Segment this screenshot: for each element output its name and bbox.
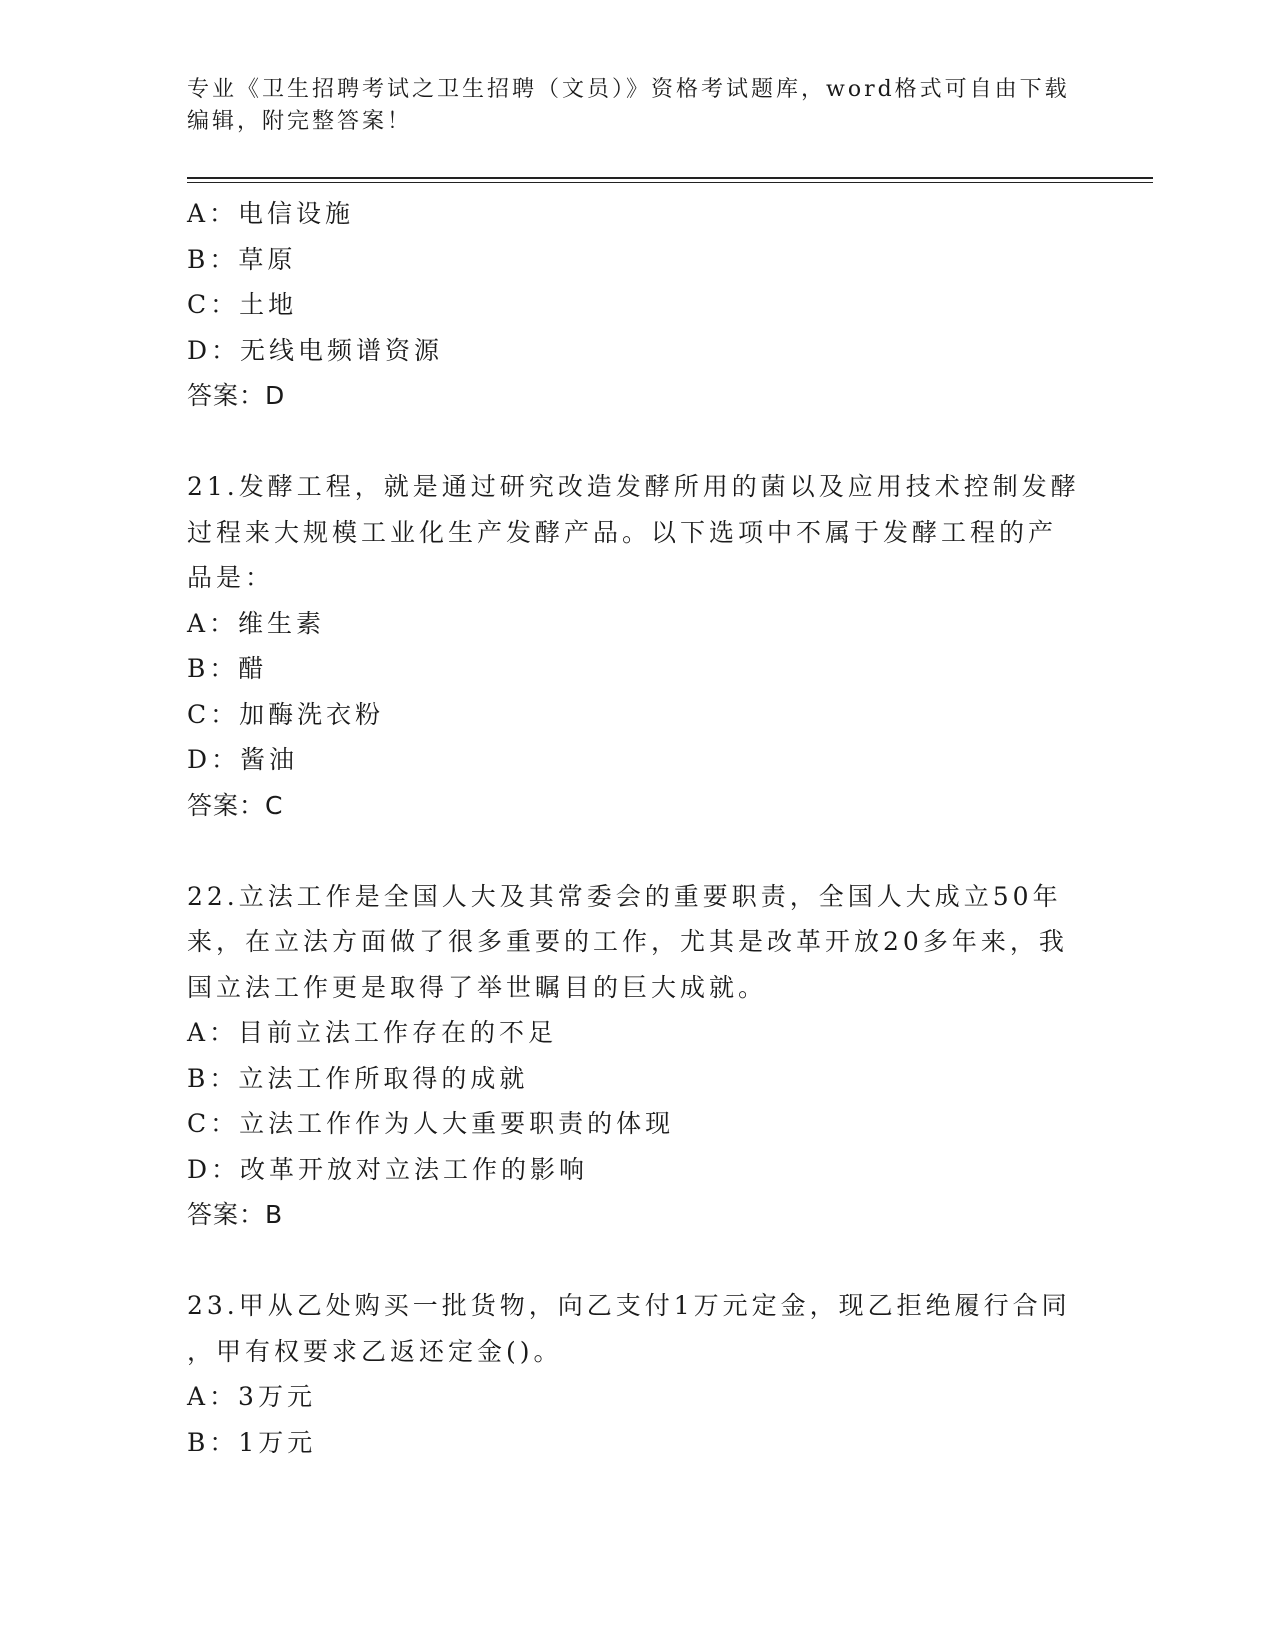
option-c: C：立法工作作为人大重要职责的体现 [187,1109,675,1138]
question-text-line: 国立法工作更是取得了举世瞩目的巨大成就。 [187,972,768,1002]
answer-label: 答案：B [187,1200,284,1229]
option-b: B：立法工作所取得的成就 [187,1063,529,1093]
option-a: A：目前立法工作存在的不足 [187,1018,558,1047]
question-21 [187,464,1087,828]
option-d: D：无线电频谱资源 [187,335,444,365]
option-d: D：酱油 [187,745,299,774]
header-divider-thick [187,177,1153,179]
answer-label: 答案：D [187,381,286,410]
question-text-line: 过程来大规模工业化生产发酵产品。以下选项中不属于发酵工程的产 [187,517,1058,547]
option-a: A：维生素 [187,608,326,638]
answer-label: 答案：C [187,790,284,820]
header-line-1: 专业《卫生招聘考试之卫生招聘（文员）》资格考试题库，word格式可自由下载 [187,77,1070,102]
question-23 [187,1283,1087,1465]
question-text-line: 23.甲从乙处购买一批货物，向乙支付1万元定金，现乙拒绝履行合同 [187,1291,1071,1320]
question-text-line: ，甲有权要求乙返还定金()。 [187,1336,563,1366]
question-text-line: 品是： [187,563,275,592]
option-b: B：醋 [187,654,268,683]
option-c: C：土地 [187,290,298,319]
question-22 [187,874,1087,1238]
header-line-2: 编辑，附完整答案！ [187,109,413,134]
question-text-line: 来，在立法方面做了很多重要的工作，尤其是改革开放20多年来，我 [187,927,1068,956]
question-text-line: 21.发酵工程，就是通过研究改造发酵所用的菌以及应用技术控制发酵 [187,472,1080,501]
document-header [187,74,1070,138]
question-text-line: 22.立法工作是全国人大及其常委会的重要职责，全国人大成立50年 [187,881,1062,911]
header-divider-thin [187,182,1153,183]
question-20 [187,191,1087,419]
option-a: A：3万元 [187,1382,316,1411]
option-b: B：1万元 [187,1427,317,1457]
question-list [187,191,1087,1465]
option-c: C：加酶洗衣粉 [187,699,385,729]
option-d: D：改革开放对立法工作的影响 [187,1154,589,1184]
option-a: A：电信设施 [187,199,355,228]
option-b: B：草原 [187,244,297,274]
